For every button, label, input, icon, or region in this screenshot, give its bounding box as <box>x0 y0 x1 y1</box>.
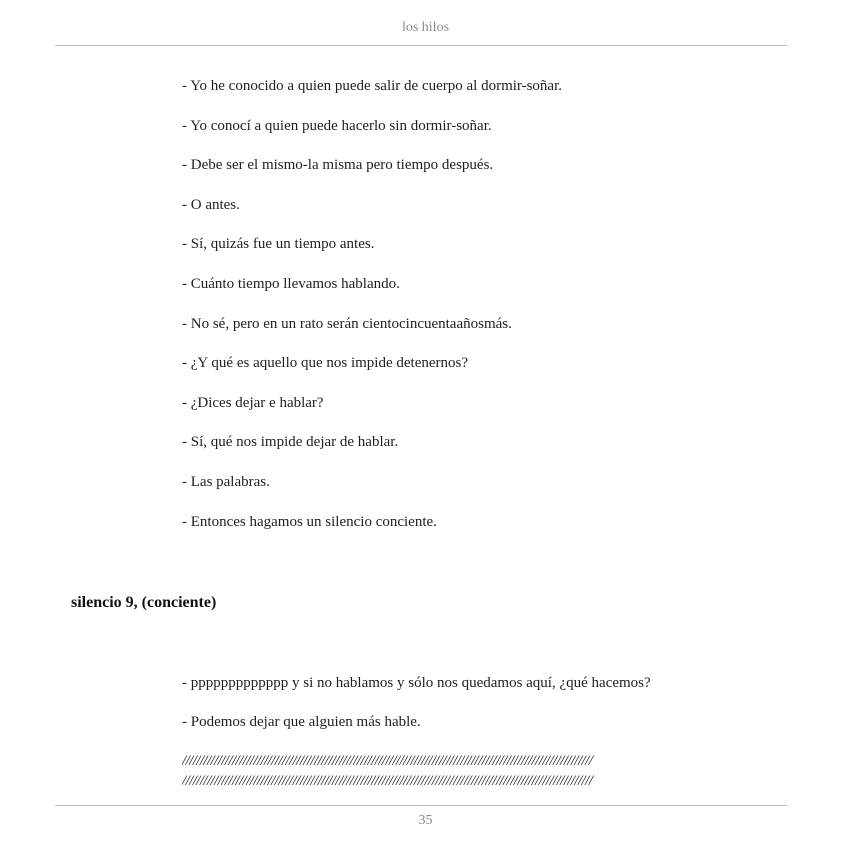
slash-separator-line: /////////////////////////////////////////////////////////////////////////////////////////////////////////////////// <box>182 753 593 769</box>
dialogue-line: - Entonces hagamos un silencio conciente. <box>182 514 437 530</box>
dialogue-line: - ¿Y qué es aquello que nos impide detenernos? <box>182 355 469 371</box>
dialogue-line: - Debe ser el mismo-la misma pero tiempo después. <box>182 157 494 173</box>
footer-rule <box>55 805 787 806</box>
dialogue-line: - Yo he conocido a quien puede salir de cuerpo al dormir-soñar. <box>182 78 563 94</box>
header-rule <box>55 45 787 46</box>
dialogue-line: - Podemos dejar que alguien más hable. <box>182 714 421 730</box>
dialogue-line: - Sí, qué nos impide dejar de hablar. <box>182 434 399 450</box>
page-number: 35 <box>418 813 433 828</box>
dialogue-line: - ppppppppppppp y si no hablamos y sólo nos quedamos aquí, ¿qué hacemos? <box>182 675 651 691</box>
dialogue-line: - ¿Dices dejar e hablar? <box>182 395 324 411</box>
dialogue-line: - Cuánto tiempo llevamos hablando. <box>182 276 400 292</box>
dialogue-line: - Sí, quizás fue un tiempo antes. <box>182 236 375 252</box>
slash-separator-line: /////////////////////////////////////////////////////////////////////////////////////////////////////////////////// <box>182 773 593 789</box>
running-header: los hilos <box>401 20 450 35</box>
dialogue-line: - Yo conocí a quien puede hacerlo sin dormir-soñar. <box>182 118 492 134</box>
dialogue-line: - O antes. <box>182 197 240 213</box>
section-heading: silencio 9, (conciente) <box>71 594 217 611</box>
dialogue-line: - No sé, pero en un rato serán cientocincuentaañosmás. <box>182 316 512 332</box>
dialogue-line: - Las palabras. <box>182 474 270 490</box>
